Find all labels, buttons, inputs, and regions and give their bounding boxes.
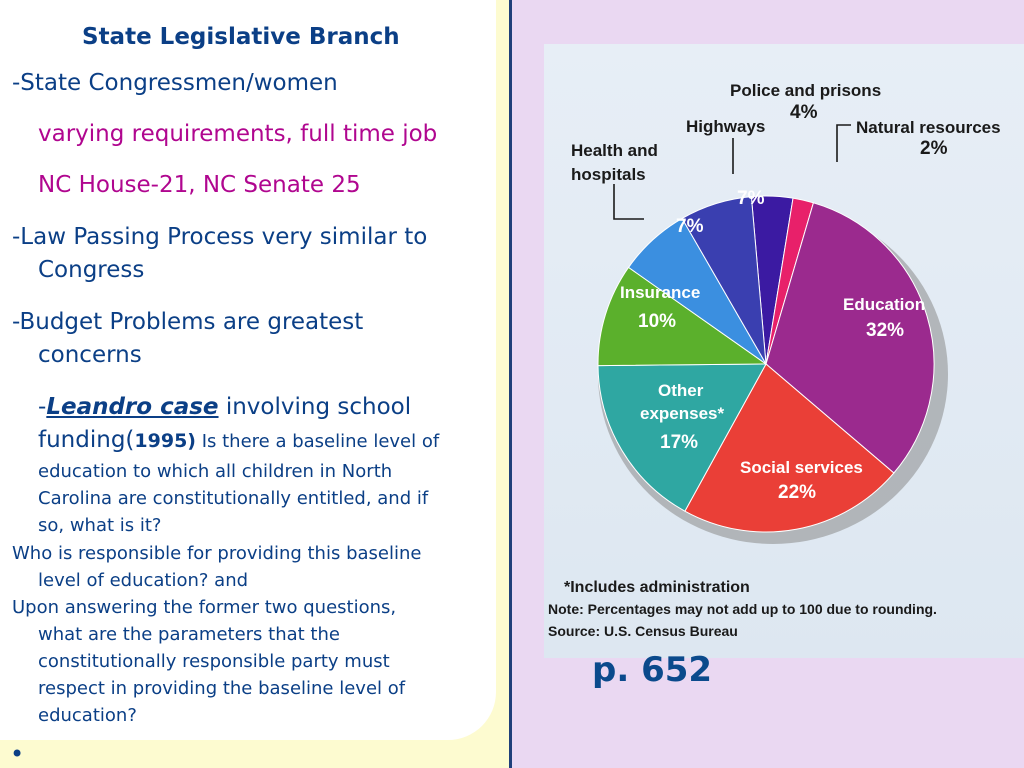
bullet-law-passing-l1: -Law Passing Process very similar to	[12, 224, 428, 250]
value-education: 32%	[866, 320, 905, 341]
question-l4: so, what is it?	[38, 515, 162, 536]
leandro-dash: -	[38, 394, 47, 420]
leader-natural	[837, 125, 851, 162]
question2-l1: Who is responsible for providing this baseline	[12, 543, 422, 564]
question2-l2: level of education? and	[38, 570, 249, 591]
label-police: Police and prisons	[730, 81, 882, 100]
label-other-l1: Other	[658, 381, 704, 400]
leader-health	[614, 184, 644, 219]
bullet-law-passing-l2: Congress	[38, 257, 145, 283]
value-highways: 7%	[737, 188, 765, 209]
value-health: 7%	[676, 216, 704, 237]
funding-text: funding(	[38, 427, 135, 453]
funding-year: 1995)	[134, 430, 196, 452]
label-highways: Highways	[686, 117, 766, 136]
label-natural: Natural resources	[856, 118, 1001, 137]
note-rounding: Note: Percentages may not add up to 100 due to rounding.	[548, 601, 937, 617]
bullet-budget-l1: -Budget Problems are greatest	[12, 309, 364, 335]
question3-l5: education?	[38, 705, 137, 726]
label-social: Social services	[740, 458, 863, 477]
label-insurance: Insurance	[620, 283, 701, 302]
bullet-nc-house: NC House-21, NC Senate 25	[38, 172, 361, 198]
pie-slices	[598, 196, 934, 532]
question3-l3: constitutionally responsible party must	[38, 651, 390, 672]
pie-chart-svg	[544, 44, 1024, 658]
bullet-congressmen: -State Congressmen/women	[12, 70, 338, 96]
question3-l1: Upon answering the former two questions,	[12, 597, 397, 618]
value-other: 17%	[660, 432, 699, 453]
label-health-l1: Health and	[571, 141, 658, 160]
label-education: Education	[843, 295, 926, 314]
value-natural: 2%	[920, 138, 948, 159]
leandro-case-link[interactable]: Leandro case	[46, 394, 219, 420]
value-social: 22%	[778, 482, 817, 503]
label-other-l2: expenses*	[640, 404, 725, 423]
pie-chart-figure	[544, 44, 1024, 658]
note-source: Source: U.S. Census Bureau	[548, 623, 738, 639]
baseline-question: Is there a baseline level of	[195, 431, 440, 452]
value-police: 4%	[790, 102, 818, 123]
label-health-l2: hospitals	[571, 165, 646, 184]
question-l2: education to which all children in North	[38, 461, 393, 482]
question3-l2: what are the parameters that the	[38, 624, 340, 645]
question-l3: Carolina are constitutionally entitled, and if	[38, 488, 429, 509]
leandro-rest: involving school	[218, 394, 412, 420]
slide-title: State Legislative Branch	[82, 24, 400, 50]
note-asterisk: *Includes administration	[564, 579, 750, 596]
page-reference: p. 652	[592, 650, 713, 690]
bullet-leandro-l1	[38, 392, 411, 422]
bullet-requirements: varying requirements, full time job	[38, 121, 438, 147]
trailing-bullet: •	[10, 740, 25, 768]
bullet-budget-l2: concerns	[38, 342, 142, 368]
question3-l4: respect in providing the baseline level of	[38, 678, 406, 699]
bullet-leandro-l2	[38, 425, 439, 455]
value-insurance: 10%	[638, 311, 677, 332]
